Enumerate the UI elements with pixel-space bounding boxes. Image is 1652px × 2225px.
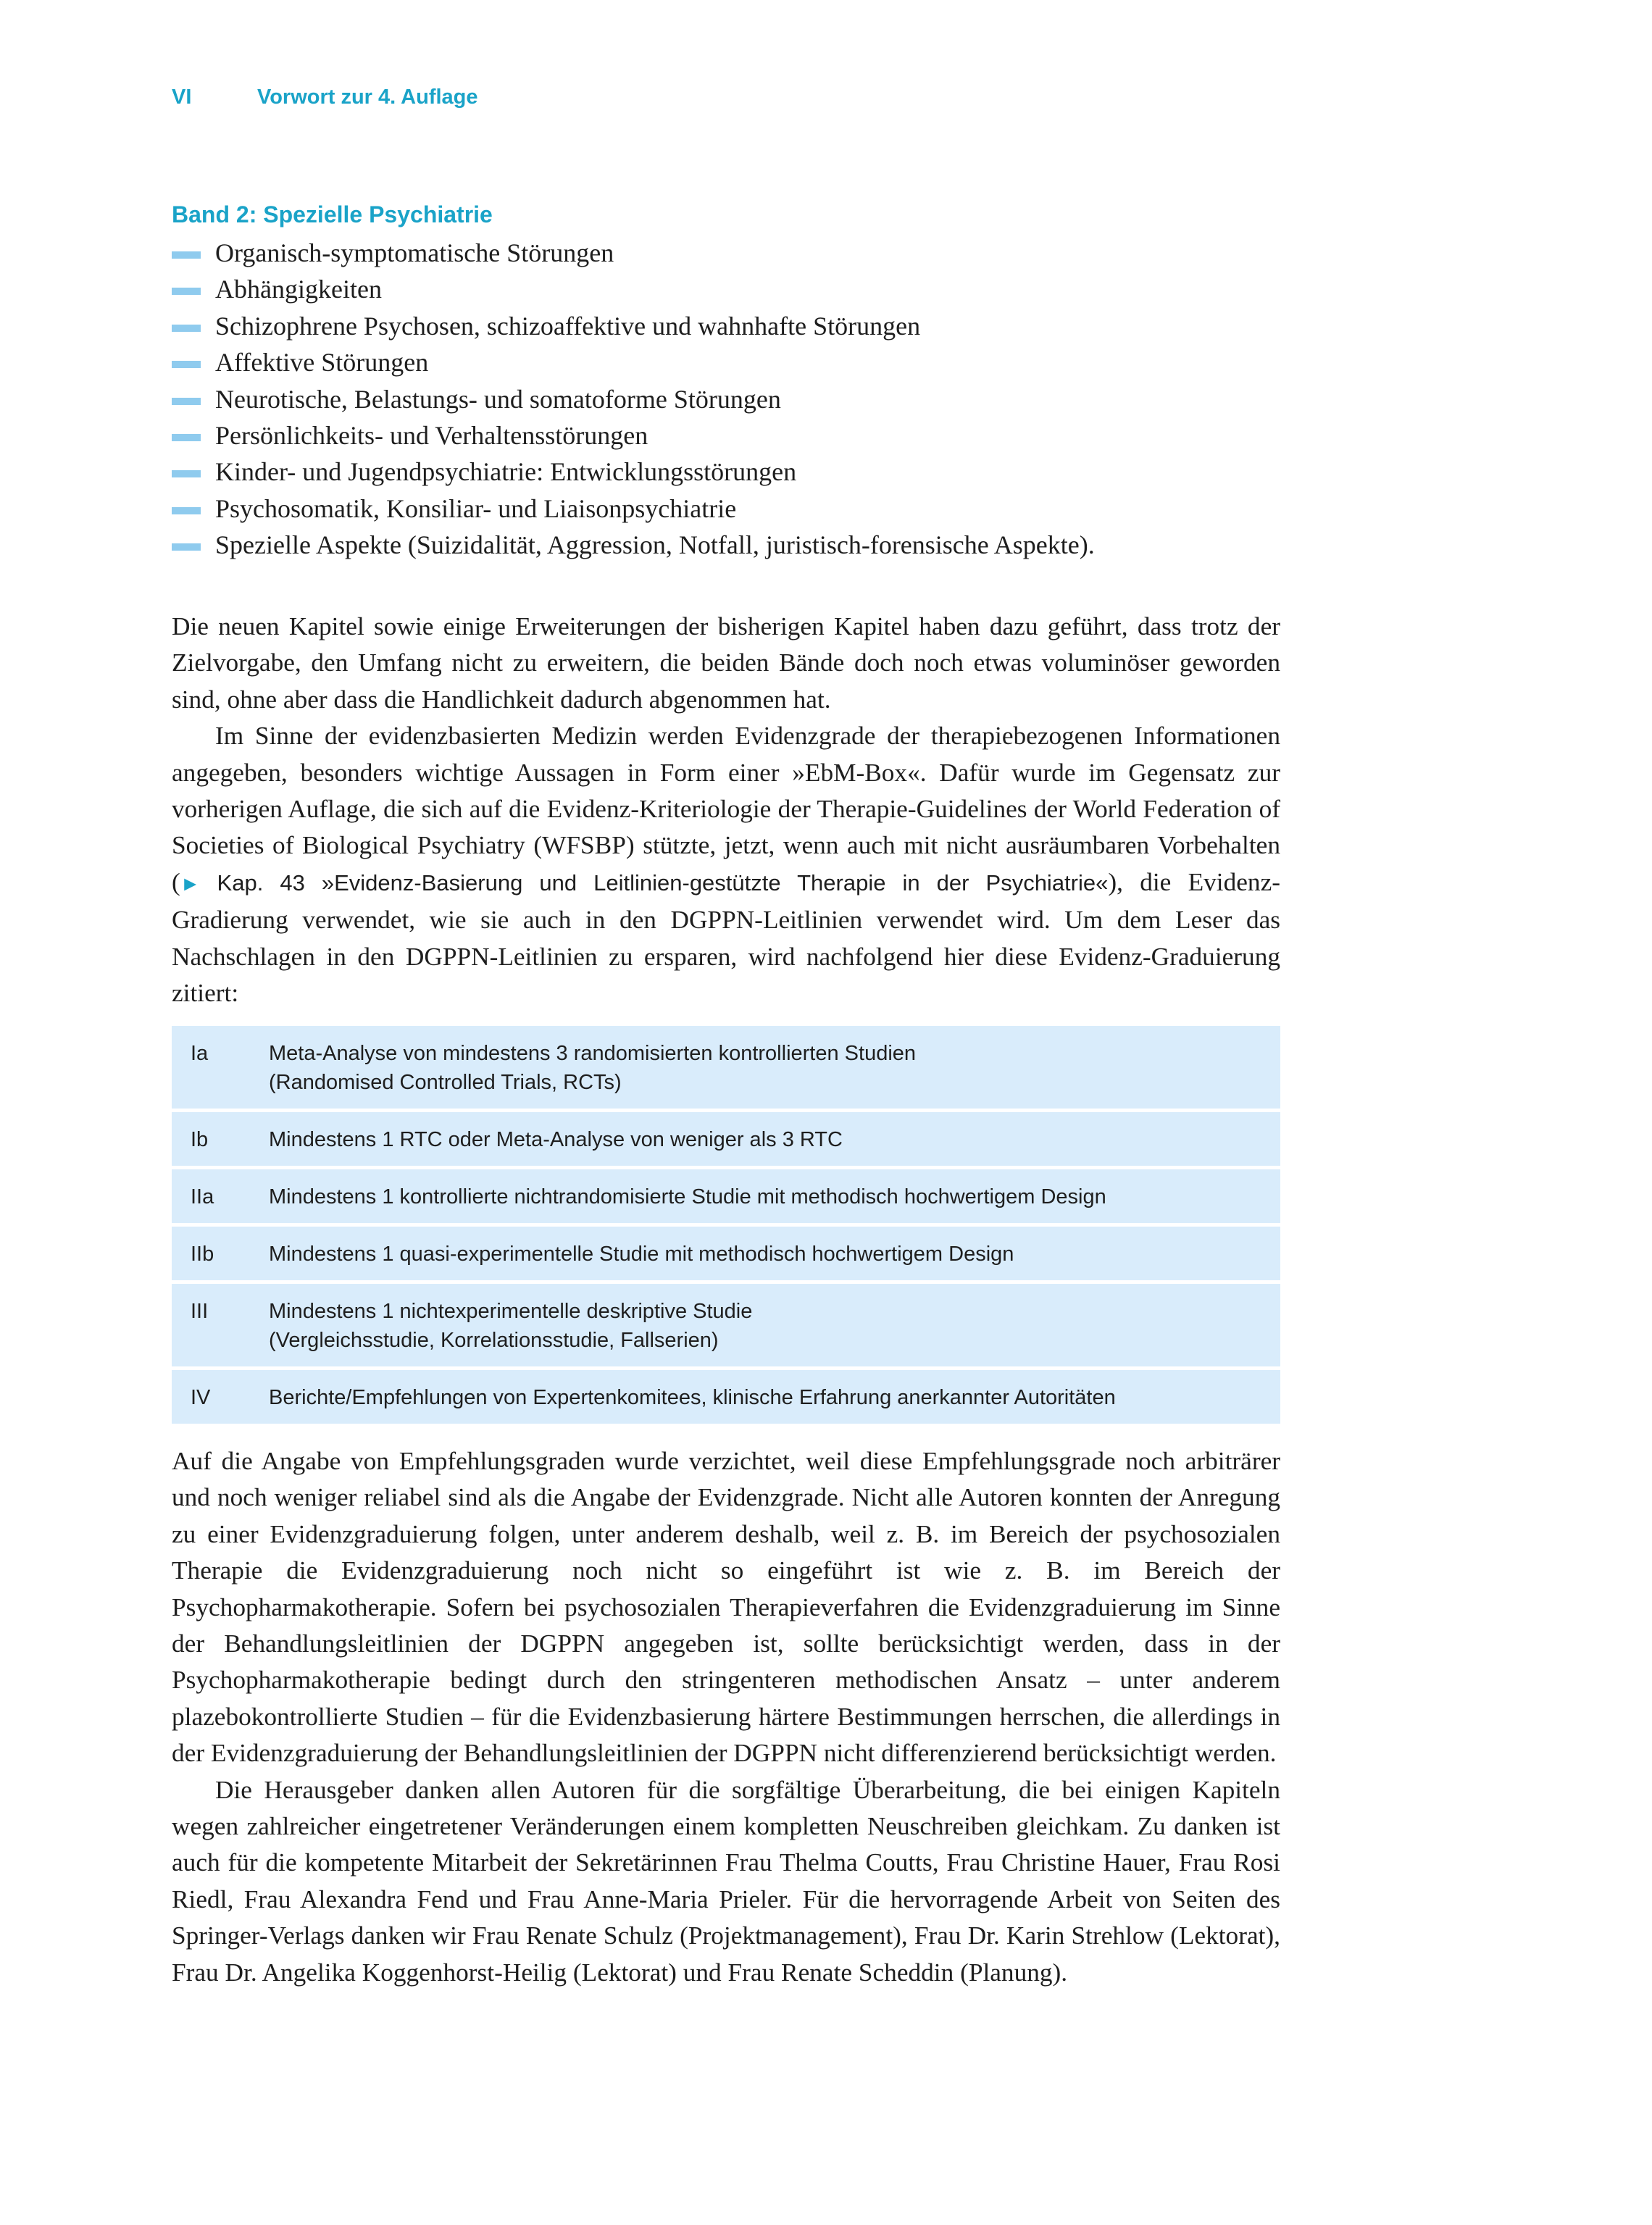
- dash-bullet-icon: [172, 325, 201, 332]
- list-item-text: Psychosomatik, Konsiliar- und Liaisonpsychiatrie: [215, 493, 737, 523]
- evidence-description: [269, 1112, 1280, 1169]
- list-item-text: Spezielle Aspekte (Suizidalität, Aggression, Notfall, juristisch-forensische Aspekte).: [215, 530, 1095, 560]
- dash-bullet-icon: [172, 543, 201, 551]
- table-row: [172, 1112, 1280, 1169]
- dash-bullet-icon: [172, 251, 201, 259]
- paragraph-evidence: [172, 718, 1280, 1011]
- body-text-lower: [172, 1443, 1280, 1991]
- dash-bullet-icon: [172, 470, 201, 477]
- list-item-text: Affektive Störungen: [215, 348, 429, 377]
- list-item: [172, 344, 1273, 380]
- evidence-description-line: (Randomised Controlled Trials, RCTs): [269, 1071, 622, 1094]
- evidence-level: IV: [172, 1370, 269, 1427]
- dash-bullet-icon: [172, 288, 201, 295]
- list-item-text: Schizophrene Psychosen, schizoaffektive und wahnhafte Störungen: [215, 311, 921, 341]
- evidence-description-line: Mindestens 1 RTC oder Meta-Analyse von weniger als 3 RTC: [269, 1128, 843, 1151]
- table-row: [172, 1370, 1280, 1427]
- list-item-text: Neurotische, Belastungs- und somatoforme Störungen: [215, 384, 781, 414]
- list-item: [172, 381, 1273, 417]
- paragraph-acknowledgements: Die Herausgeber danken allen Autoren für die sorgfältige Überarbeitung, die bei einigen Kapiteln wegen zahlreicher eingetretener Veränderungen einem kompletten Neuschreiben gleichkam. Zu danken ist auch für die kompetente Mitarbeit der Sekretärinnen Frau Thelma Coutts, Frau Christine Hauer, Frau Rosi Riedl, Frau Alexandra Fend und Frau Anne-Maria Prieler. Für die hervorragende Arbeit von Seiten des Springer-Verlags danken wir Frau Renate Schulz (Projektmanagement), Frau Dr. Karin Strehlow (Lektorat), Frau Dr. Angelika Koggenhorst-Heilig (Lektorat) und Frau Renate Scheddin (Planung).: [172, 1775, 1280, 1987]
- list-item: [172, 454, 1273, 490]
- page-number: VI: [172, 85, 192, 109]
- dash-bullet-icon: [172, 398, 201, 405]
- dash-bullet-icon: [172, 434, 201, 441]
- list-item: [172, 417, 1273, 454]
- evidence-description-line: Berichte/Empfehlungen von Expertenkomitees, klinische Erfahrung anerkannter Autoritäten: [269, 1386, 1116, 1409]
- evidence-level: IIa: [172, 1169, 269, 1227]
- list-item: [172, 308, 1273, 344]
- evidence-description: [269, 1227, 1280, 1284]
- list-item-text: Organisch-symptomatische Störungen: [215, 238, 614, 267]
- evidence-description-line: Mindestens 1 kontrollierte nichtrandomisierte Studie mit methodisch hochwertigem Design: [269, 1185, 1106, 1208]
- evidence-description-line: Meta-Analyse von mindestens 3 randomisierten kontrollierten Studien: [269, 1042, 917, 1065]
- evidence-description: [269, 1284, 1280, 1370]
- evidence-description-line: Mindestens 1 nichtexperimentelle deskriptive Studie: [269, 1300, 753, 1323]
- evidence-level: IIb: [172, 1227, 269, 1284]
- paragraph-evidence-lead: Im Sinne der evidenzbasierten Medizin werden Evidenzgrade der therapiebezogenen Informationen angegeben, besonders wichtige Aussagen in Form einer »EbM-Box«. Dafür wurde im Gegensatz zur vorherigen Auflage, die sich auf die Evidenz-Kriteriologie der Therapie-Guidelines der World Federation of Societies of Biological Psychiatry (WFSBP) stützte, jetzt, wenn auch mit nicht ausräumbaren Vorbehalten (: [172, 722, 1280, 896]
- evidence-description-line: Mindestens 1 quasi-experimentelle Studie mit methodisch hochwertigem Design: [269, 1243, 1014, 1266]
- chapter-reference-text: Kap. 43 »Evidenz-Basierung und Leitlinien-gestützte Therapie in der Psychiatrie«: [217, 869, 1109, 896]
- dash-bullet-icon: [172, 507, 201, 514]
- evidence-description-line: (Vergleichsstudie, Korrelationsstudie, Fallserien): [269, 1329, 719, 1352]
- band-topic-list: [172, 235, 1273, 564]
- paragraph-recommendation-grades: Auf die Angabe von Empfehlungsgraden wurde verzichtet, weil diese Empfehlungsgrade noch arbiträrer und noch weniger reliabel sind als die Angabe der Evidenzgrade. Nicht alle Autoren konnten der Anregung zu einer Evidenzgraduierung folgen, unter anderem deshalb, weil z. B. im Bereich der psychosozialen Therapie die Evidenzgraduierung noch nicht so eingeführt ist wie z. B. im Bereich der Psychopharmakotherapie. Sofern bei psychosozialen Therapieverfahren die Evidenzgraduierung im Sinne der Behandlungsleitlinien der DGPPN angegeben ist, sollte berücksichtigt werden, dass in der Psychopharmakotherapie bedingt durch den stringenteren methodischen Ansatz – unter anderem plazebokontrollierte Studien – für die Evidenzbasierung härtere Bestimmungen herrschen, die allerdings in der Evidenzgraduierung der Behandlungsleitlinien der DGPPN nicht differenzierend berücksichtigt werden.: [172, 1447, 1280, 1768]
- list-item: [172, 271, 1273, 307]
- paragraph-evidence-tail: ), die Evidenz-Gradierung verwendet, wie sie auch in den DGPPN-Leitlinien verwendet wird. Um dem Leser das Nachschlagen in den DGPPN-Leitlinien zu ersparen, wird nachfolgend hier diese Evidenz-Graduierung zitiert:: [172, 867, 1280, 1008]
- body-text-upper: [172, 609, 1280, 1011]
- list-item: [172, 527, 1273, 563]
- arrow-right-icon: ►: [180, 872, 201, 895]
- chapter-reference-link[interactable]: [180, 870, 1109, 896]
- chapter-title: Vorwort zur 4. Auflage: [257, 85, 478, 109]
- paragraph-scope: Die neuen Kapitel sowie einige Erweiterungen der bisherigen Kapitel haben dazu geführt, dass trotz der Zielvorgabe, den Umfang nicht zu erweitern, die beiden Bände doch noch etwas voluminöser geworden sind, ohne aber dass die Handlichkeit dadurch abgenommen hat.: [172, 612, 1280, 714]
- evidence-description: [269, 1026, 1280, 1112]
- list-item-text: Kinder- und Jugendpsychiatrie: Entwicklungsstörungen: [215, 457, 797, 487]
- table-row: [172, 1169, 1280, 1227]
- table-row: [172, 1026, 1280, 1112]
- evidence-grade-table: [172, 1026, 1280, 1427]
- evidence-description: [269, 1370, 1280, 1427]
- list-item: [172, 235, 1273, 271]
- evidence-level: Ia: [172, 1026, 269, 1112]
- evidence-description: [269, 1169, 1280, 1227]
- list-item: [172, 490, 1273, 527]
- list-item-text: Persönlichkeits- und Verhaltensstörungen: [215, 420, 648, 450]
- band-heading: Band 2: Spezielle Psychiatrie: [172, 201, 493, 227]
- table-row: [172, 1227, 1280, 1284]
- list-item-text: Abhängigkeiten: [215, 275, 382, 304]
- evidence-level: III: [172, 1284, 269, 1370]
- dash-bullet-icon: [172, 361, 201, 368]
- table-row: [172, 1284, 1280, 1370]
- evidence-level: Ib: [172, 1112, 269, 1169]
